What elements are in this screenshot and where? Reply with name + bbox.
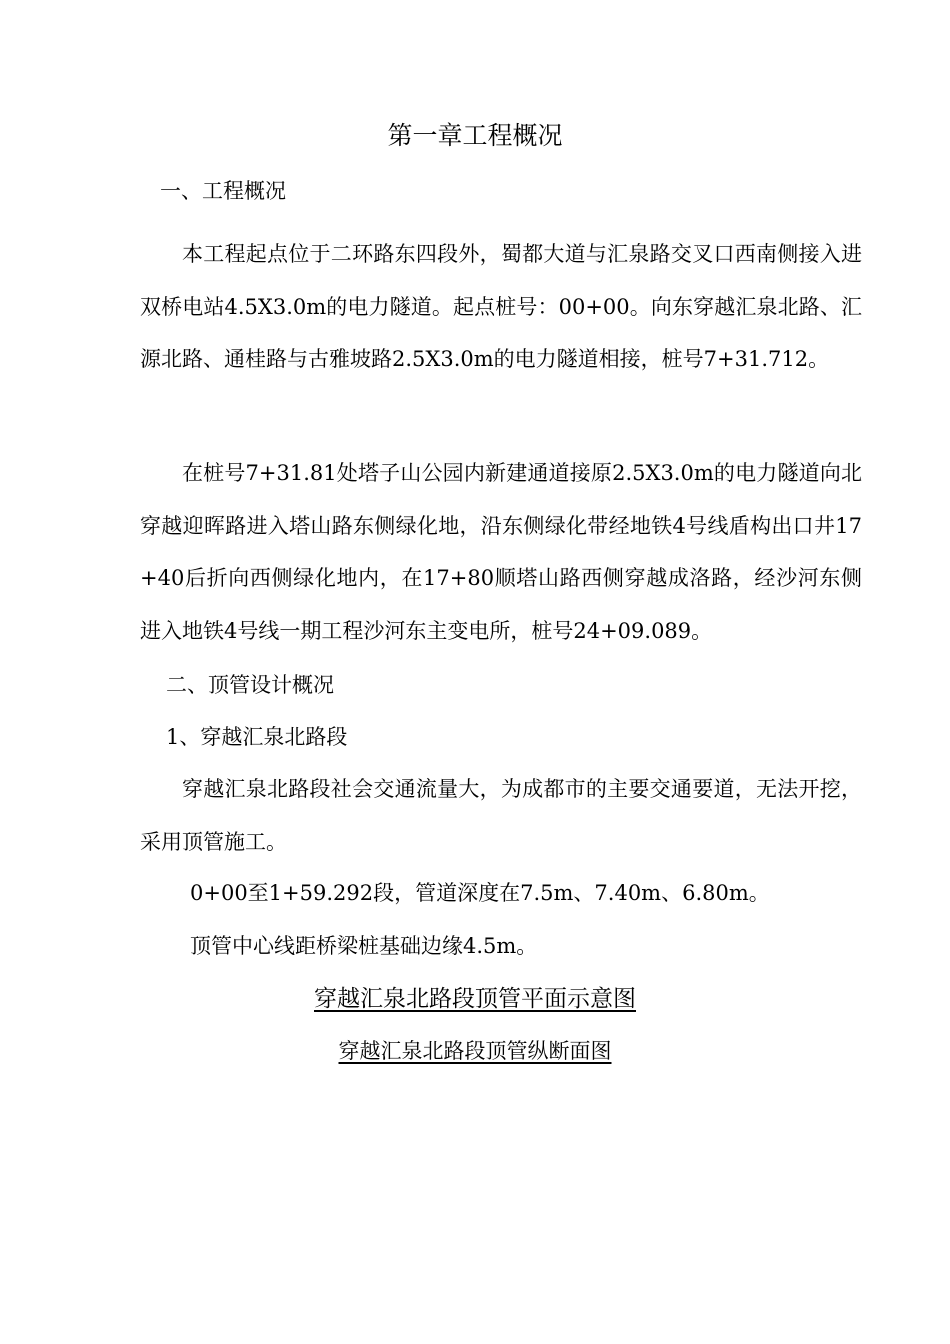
pipe-jacking-paragraph: 穿越汇泉北路段社会交通流量大，为成都市的主要交通要道，无法开挖，采用顶管施工。: [140, 777, 862, 854]
chapter-title: 第一章工程概况: [387, 121, 563, 150]
section-heading-pipe-jacking: 二、顶管设计概况: [166, 673, 334, 697]
overview-paragraph-route: 在桩号7+31.81处塔子山公园内新建通道接原2.5X3.0m的电力隧道向北穿越迎晖路进入塔山路东侧绿化地，沿东侧绿化带经地铁4号线盾构出口井17+40后折向西侧绿化地内，在17+80顺塔山路西侧穿越成洛路，经沙河东侧进入地铁4号线一期工程沙河东主变电所，桩号24+09.089。: [140, 461, 862, 643]
subsection-heading-huiquan-north-road: 1、穿越汇泉北路段: [166, 725, 348, 749]
figure-caption-plan: 穿越汇泉北路段顶管平面示意图: [314, 986, 636, 1012]
figure-caption-longitudinal-section: 穿越汇泉北路段顶管纵断面图: [338, 1039, 612, 1063]
pile-distance-line: 顶管中心线距桥梁桩基础边缘4.5m。: [190, 934, 538, 958]
overview-paragraph-start-point: 本工程起点位于二环路东四段外，蜀都大道与汇泉路交叉口西南侧接入进双桥电站4.5X3.0m的电力隧道。起点桩号：00+00。向东穿越汇泉北路、汇源北路、通桂路与古雅坡路2.5X3.0m的电力隧道相接，桩号7+31.712。: [140, 242, 862, 371]
section-heading-overview: 一、工程概况: [160, 179, 286, 203]
pipe-depth-line: 0+00至1+59.292段，管道深度在7.5m、7.40m、6.80m。: [190, 881, 770, 905]
